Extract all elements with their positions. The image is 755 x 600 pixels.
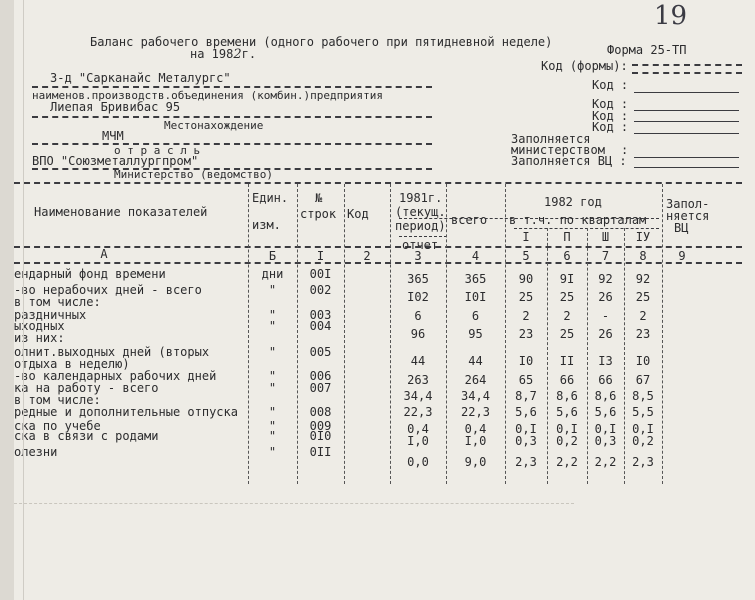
cell-q2: 9I [559, 272, 575, 286]
cell-q4: 0,I [632, 422, 654, 436]
cell-row-no: 0I0 [309, 429, 332, 443]
cell-total: 22,3 [461, 405, 490, 419]
cell-q4: 23 [635, 327, 651, 341]
cell-q1: 2,3 [515, 455, 537, 469]
letter-cell-row: I [316, 249, 325, 263]
cell-q1: 65 [518, 373, 534, 387]
col-header-q3: Ш [601, 230, 610, 244]
cell-unit: " [268, 429, 277, 443]
letter-cell-fill: 9 [678, 249, 686, 263]
cell-unit: " [268, 283, 277, 297]
cell-unit: " [268, 319, 277, 333]
col-header-unit-1: Един. [252, 191, 289, 205]
cell-q4: 92 [635, 272, 651, 286]
enterprise-name-caption: наименов.производств.объединения (комбин.)предприятия [32, 89, 383, 102]
col-header-row-no-1: № [315, 191, 323, 205]
cell-q3: 92 [598, 272, 613, 286]
ministry-caption: Министерство (ведомство) [114, 168, 273, 181]
cell-row-no: 00I [309, 267, 332, 281]
enterprise-name: 3-д "Сарканайс Металургс" [50, 71, 231, 85]
cell-q3: 26 [598, 290, 613, 304]
col-header-1981-3: период) [395, 219, 446, 233]
cell-q3: 2,2 [594, 455, 617, 469]
ministry-short: МЧМ [102, 129, 124, 143]
row-label: ыходных [14, 319, 65, 333]
cell-total: I0I [464, 290, 487, 304]
cell-q4: 0,2 [632, 434, 654, 448]
cell-q2: II [559, 354, 575, 368]
cell-unit: " [268, 308, 277, 322]
letter-cell-q1: 5 [522, 249, 530, 263]
col-header-name: Наименование показателей [34, 205, 208, 219]
col-header-q2: П [563, 230, 571, 244]
cell-row-no: 002 [309, 283, 332, 297]
form-title-line1: Баланс рабочего времени (одного рабочего при пятидневной неделе) [90, 35, 553, 49]
form-label: Форма 25-ТП [607, 43, 687, 57]
cell-unit: " [268, 405, 277, 419]
row-label: отдыха в неделю) [14, 357, 130, 371]
col-header-1981-1: 1981г. [399, 191, 443, 205]
cell-1981: 0,4 [407, 422, 429, 436]
cell-q2: 8,6 [556, 389, 578, 403]
cell-1981: 365 [407, 272, 429, 286]
cell-q3: 0,I [594, 422, 617, 436]
cell-row-no: 009 [309, 419, 332, 433]
cell-q4: 2,3 [632, 455, 654, 469]
cell-total: 9,0 [464, 455, 487, 469]
cell-1981: I,0 [407, 434, 429, 448]
col-header-1981-4: отчет [402, 238, 439, 252]
cell-1981: 263 [407, 373, 429, 387]
col-header-1981-2: (текущ. [395, 205, 446, 219]
col-header-1982: 1982 год [544, 195, 602, 209]
code-label-1: Код : [592, 78, 629, 92]
row-label: олнит.выходных дней (вторых [14, 345, 210, 359]
cell-q3: 26 [598, 327, 613, 341]
cell-total: 6 [471, 309, 480, 323]
vpo-name: ВПО "Союзметаллургпром" [32, 154, 199, 168]
cell-q2: 2 [563, 309, 571, 323]
cell-unit: " [268, 419, 277, 433]
cell-q3: I3 [598, 354, 613, 368]
cell-1981: 34,4 [403, 389, 433, 403]
cell-q2: 2,2 [556, 455, 578, 469]
cell-q1: 0,I [515, 422, 537, 436]
col-header-quarters: в т.ч. по кварталам [509, 213, 647, 227]
letter-cell-name: А [100, 247, 108, 261]
col-header-q4: ІУ [635, 230, 651, 244]
cell-1981: 0,0 [407, 455, 429, 469]
row-label: раздничных [14, 308, 87, 322]
cell-q2: 66 [559, 373, 575, 387]
cell-q3: - [601, 309, 610, 323]
col-header-unit-2: изм. [252, 218, 281, 232]
document-page: Баланс рабочего времени (одного рабочего при пятидневной неделе) на 1982г. 19 Форма 25-ТП Код (формы): Код : Код : Код : Код : Заполняется министерством : Заполняется ВЦ : 3-д "Сарканайс Металургс" наименов.производств.объединения (комбин.)предприятия Лиепая Бривибас 95 Местонахождение МЧМ о т р а с л ь ВПО "Союзметаллургпром" Министерство (ведомство) Наименование показателей Един. изм. № строк Код 1981г. (текущ. период) отчет 1982 год всего в т.ч. по кварталам I П Ш ІУ Запол- няется ВЦ А Б I 2 3 4 5 6 7 8 9 ендарный фонд времени дни 00I 365 365 90 9I 92 92 -во нерабочих дней - всего " 002 I02 I0I 25 25 26 25 в том числе: раздничных " 003 6 6 2 2 - 2 ыходных " 004 96 95 23 25 26 23 из них: олнит.выходных дней (вторых " 005 отдыха в неделю) 44 44 I0 II I3 I0 -во календарных рабочих дней " 006 263 264 65 66 66 67 ка на работу - всего " 007 34,4 34,4 8,7 8,6 8,6 8,5 в том числе: редные и дополнительные отпуска " 008 22,3 22,3 5,6 5,6 5,6 5,5 ска по учебе " 009 0,4 0,4 0,I 0,I 0,I 0,I ска в связи с родами " 0I0 I,0 I,0 0,3 0,2 0,3 0,2 олезни " 0II 0,0 9,0 2,3 2,2 2,2 2,3 [14, 0, 755, 600]
cell-total: 44 [468, 354, 483, 368]
cell-row-no: 0II [309, 445, 332, 459]
cell-unit: дни [261, 267, 284, 281]
cell-q2: 0,2 [556, 434, 578, 448]
col-header-code: Код [347, 207, 369, 221]
enterprise-address: Лиепая Бривибас 95 [50, 100, 181, 114]
row-label: в том числе: [14, 295, 101, 309]
cell-total: 264 [464, 373, 487, 387]
filled-by-vc: Заполняется ВЦ : [511, 154, 627, 168]
code-label-4: Код : [592, 120, 629, 134]
code-label-3: Код : [592, 109, 629, 123]
cell-q4: 8,5 [632, 389, 654, 403]
cell-total: I,0 [464, 434, 487, 448]
cell-q4: 5,5 [632, 405, 654, 419]
cell-q1: 0,3 [515, 434, 537, 448]
col-header-fill-1: Запол- [666, 197, 710, 211]
cell-q4: I0 [635, 354, 651, 368]
cell-row-no: 004 [309, 319, 332, 333]
cell-unit: " [268, 345, 277, 359]
cell-q2: 25 [559, 290, 575, 304]
cell-total: 95 [468, 327, 483, 341]
row-label: в том числе: [14, 393, 101, 407]
letter-cell-q4: 8 [639, 249, 647, 263]
row-label: редные и дополнительные отпуска [14, 405, 238, 419]
form-title-line2: на 1982г. [190, 47, 257, 62]
cell-unit: " [268, 381, 277, 395]
cell-1981: 6 [414, 309, 422, 323]
letter-cell-q3: 7 [601, 249, 610, 263]
cell-1981: I02 [407, 290, 429, 304]
cell-q1: 23 [518, 327, 534, 341]
form-code-label: Код (формы): [541, 59, 628, 73]
location-caption: Местонахождение [164, 119, 264, 132]
handwritten-year-digit: 2 [233, 47, 242, 62]
filled-by-ministry-2: министерством [511, 143, 605, 157]
cell-q1: 8,7 [515, 389, 537, 403]
row-label: ендарный фонд времени [14, 267, 166, 281]
cell-1981: 96 [410, 327, 426, 341]
cell-q4: 2 [639, 309, 647, 323]
cell-unit: " [268, 445, 277, 459]
cell-row-no: 005 [309, 345, 332, 359]
cell-q2: 5,6 [556, 405, 578, 419]
cell-unit: " [268, 369, 277, 383]
cell-total: 34,4 [461, 389, 490, 403]
cell-q2: 0,I [556, 422, 578, 436]
cell-q3: 0,3 [594, 434, 617, 448]
cell-row-no: 003 [309, 308, 332, 322]
cell-q4: 67 [635, 373, 651, 387]
col-header-fill-2: няется [666, 209, 710, 223]
cell-row-no: 006 [309, 369, 332, 383]
row-label: олезни [14, 445, 58, 459]
cell-1981: 22,3 [403, 405, 433, 419]
code-label-2: Код : [592, 97, 629, 111]
cell-q1: 2 [522, 309, 530, 323]
cell-1981: 44 [410, 354, 426, 368]
row-label: ска в связи с родами [14, 429, 159, 443]
letter-cell-total: 4 [471, 249, 480, 263]
letter-cell-1981: 3 [414, 249, 422, 263]
col-header-total: всего [451, 213, 488, 227]
filled-by-ministry-1: Заполняется [511, 132, 591, 146]
cell-row-no: 008 [309, 405, 332, 419]
branch-caption: о т р а с л ь [114, 144, 201, 157]
cell-q3: 66 [598, 373, 613, 387]
letter-cell-unit: Б [268, 249, 277, 263]
cell-q3: 8,6 [594, 389, 617, 403]
page-number: 19 [654, 1, 688, 31]
col-header-q1: I [522, 230, 530, 244]
row-label: ка на работу - всего [14, 381, 159, 395]
cell-q3: 5,6 [594, 405, 617, 419]
cell-total: 365 [464, 272, 487, 286]
cell-q1: 90 [518, 272, 534, 286]
letter-cell-q2: 6 [563, 249, 571, 263]
row-label: -во календарных рабочих дней [14, 369, 217, 383]
row-label: ска по учебе [14, 419, 101, 433]
cell-q4: 25 [635, 290, 651, 304]
col-header-row-no-2: строк [300, 207, 337, 221]
cell-q1: 5,6 [515, 405, 537, 419]
cell-row-no: 007 [309, 381, 332, 395]
cell-q1: I0 [518, 354, 534, 368]
cell-q2: 25 [559, 327, 575, 341]
cell-total: 0,4 [464, 422, 487, 436]
cell-q1: 25 [518, 290, 534, 304]
letter-cell-code: 2 [363, 249, 371, 263]
col-header-fill-3: ВЦ [674, 221, 689, 235]
row-label: -во нерабочих дней - всего [14, 283, 202, 297]
row-label: из них: [14, 331, 65, 345]
